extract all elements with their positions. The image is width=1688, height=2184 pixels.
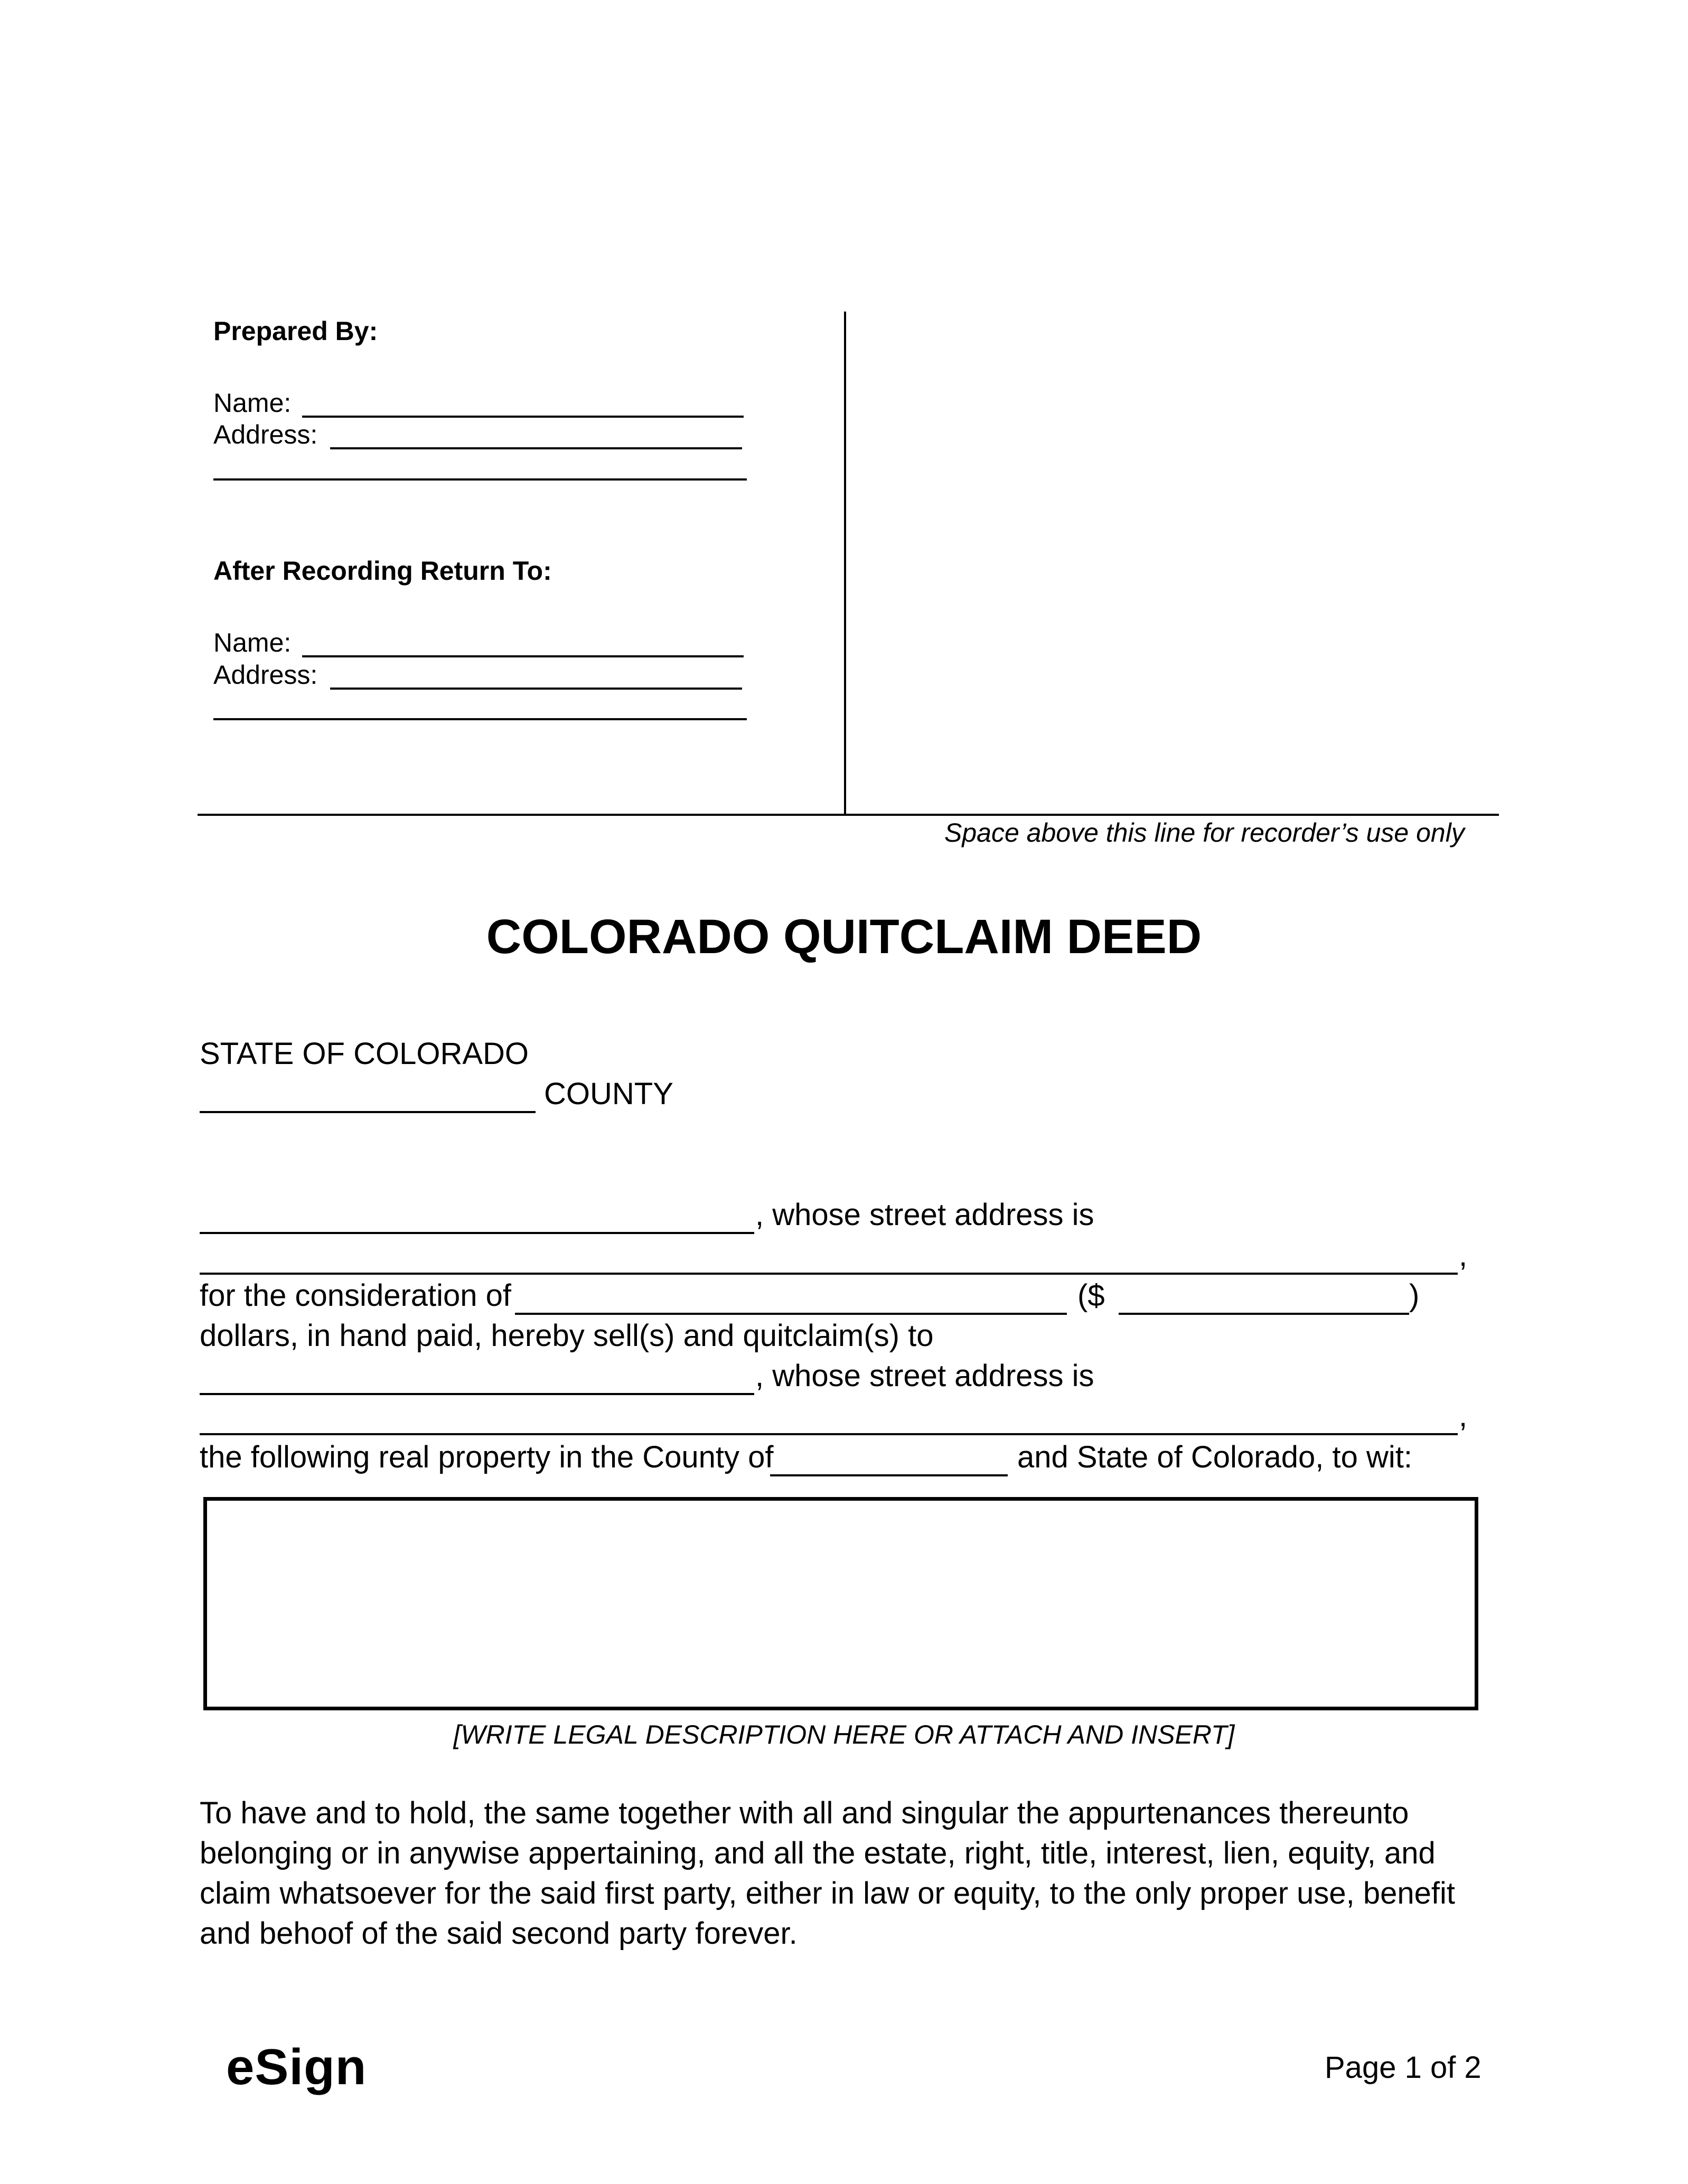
- legal-description-box[interactable]: [203, 1497, 1478, 1710]
- consideration-words-field[interactable]: [515, 1313, 1067, 1315]
- return-to-name-field[interactable]: [302, 655, 744, 657]
- esign-logo: eSign: [226, 2039, 367, 2095]
- page-number: Page 1 of 2: [1325, 2050, 1481, 2085]
- venue-county-label: COUNTY: [544, 1077, 673, 1111]
- prepared-by-address-field-2[interactable]: [213, 478, 747, 481]
- grantor-address-comma: ,: [1459, 1238, 1468, 1273]
- grantor-name-field[interactable]: [200, 1232, 754, 1234]
- prepared-by-name-label: Name:: [213, 388, 292, 418]
- return-to-address-field-2[interactable]: [213, 718, 747, 720]
- property-prefix: the following real property in the County of: [200, 1440, 774, 1474]
- prepared-by-heading: Prepared By:: [213, 316, 378, 346]
- venue-state: STATE OF COLORADO: [200, 1037, 529, 1071]
- return-to-address-label: Address:: [213, 660, 318, 690]
- habendum-line: belonging or in anywise appertaining, and all the estate, right, title, interest, lien, equity, and: [200, 1836, 1436, 1870]
- property-county-field[interactable]: [770, 1474, 1008, 1476]
- grantee-address-field[interactable]: [200, 1433, 1458, 1435]
- consideration-dollar-open: ($: [1077, 1278, 1105, 1313]
- prepared-by-address-label: Address:: [213, 420, 318, 449]
- prepared-by-address-field[interactable]: [330, 447, 742, 449]
- recorder-note: Space above this line for recorder’s use only: [944, 818, 1465, 848]
- grantee-address-comma: ,: [1459, 1399, 1468, 1433]
- grantor-suffix: , whose street address is: [755, 1198, 1094, 1232]
- habendum-line: To have and to hold, the same together with all and singular the appurtenances thereunto: [200, 1796, 1409, 1830]
- property-suffix: and State of Colorado, to wit:: [1017, 1440, 1412, 1474]
- return-to-name-label: Name:: [213, 628, 292, 657]
- habendum-line: and behoof of the said second party forever.: [200, 1916, 798, 1951]
- legal-description-hint: [WRITE LEGAL DESCRIPTION HERE OR ATTACH AND INSERT]: [453, 1720, 1235, 1749]
- grantee-suffix: , whose street address is: [755, 1359, 1094, 1393]
- prepared-by-name-field[interactable]: [302, 416, 744, 418]
- return-to-heading: After Recording Return To:: [213, 556, 552, 586]
- consideration-amount-field[interactable]: [1119, 1313, 1409, 1315]
- consideration-prefix: for the consideration of: [200, 1278, 512, 1313]
- venue-county-field[interactable]: [200, 1111, 536, 1113]
- consideration-dollar-close: ): [1409, 1278, 1420, 1313]
- grantee-name-field[interactable]: [200, 1393, 754, 1395]
- return-to-address-field[interactable]: [330, 688, 742, 690]
- page-title: COLORADO QUITCLAIM DEED: [486, 910, 1202, 964]
- recorder-divider-vertical: [844, 312, 846, 814]
- habendum-line: claim whatsoever for the said first party, either in law or equity, to the only proper use, benefit: [200, 1876, 1456, 1910]
- recorder-divider-horizontal: [198, 814, 1499, 816]
- sell-line: dollars, in hand paid, hereby sell(s) and quitclaim(s) to: [200, 1319, 934, 1353]
- grantor-address-field[interactable]: [200, 1273, 1458, 1275]
